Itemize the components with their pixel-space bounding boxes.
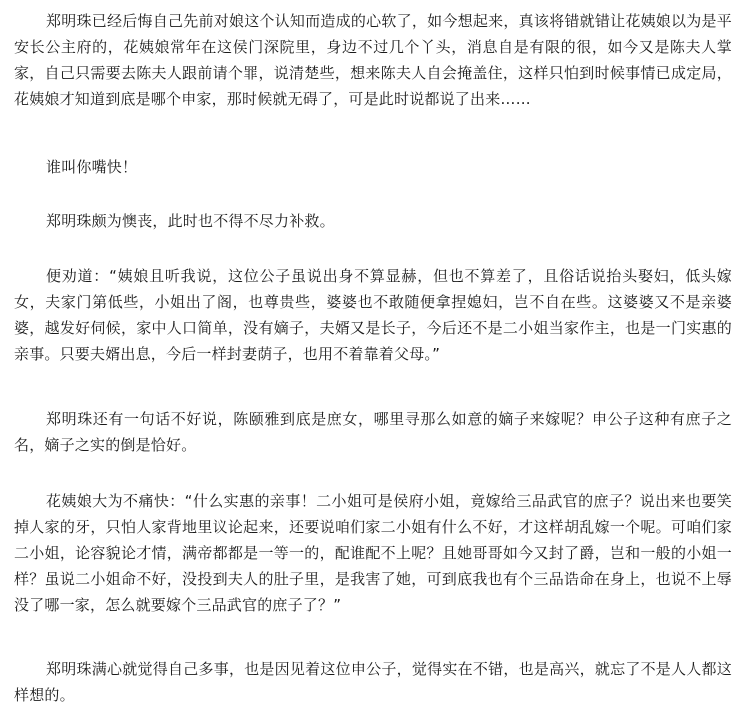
paragraph-6: 花姨娘大为不痛快：“什么实惠的亲事！二小姐可是侯府小姐，竟嫁给三品武官的庶子？说出来也要笑掉人家的牙，只怕人家背地里议论起来，还要说咱们家二小姐有什么不好，才这样胡乱嫁一个呢。可咱们家二小姐，论容貌论才情，满帝都都是一等一的，配谁配不上呢？且她哥哥如今又封了爵，岂和一般的小姐一样？虽说二小姐命不好，没投到夫人的肚子里，是我害了她，可到底我也有个三品诰命在身上，也说不上辱没了哪一家，怎么就要嫁个三品武官的庶子了？”	[14, 492, 732, 614]
paragraph-2: 谁叫你嘴快！	[46, 158, 138, 176]
paragraph-3: 郑明珠颇为懊丧，此时也不得不尽力补救。	[46, 212, 335, 230]
paragraph-5: 郑明珠还有一句话不好说，陈颐雅到底是庶女，哪里寻那么如意的嫡子来嫁呢？申公子这种有庶子之名，嫡子之实的倒是恰好。	[14, 410, 732, 454]
paragraph-4: 便劝道：“姨娘且听我说，这位公子虽说出身不算显赫，但也不算差了，且俗话说抬头娶妇，低头嫁女，夫家门第低些，小姐出了阁，也尊贵些，婆婆也不敢随便拿捏媳妇，岂不自在些。这婆婆又不是亲婆婆，越发好伺候，家中人口简单，没有嫡子，夫婿又是长子，今后还不是二小姐当家作主，也是一门实惠的亲事。只要夫婿出息，今后一样封妻荫子，也用不着靠着父母。”	[14, 267, 732, 363]
paragraph-1: 郑明珠已经后悔自己先前对娘这个认知而造成的心软了，如今想起来，真该将错就错让花姨娘以为是平安长公主府的，花姨娘常年在这侯门深院里，身边不过几个丫头，消息自是有限的很，如今又是陈夫人掌家，自己只需要去陈夫人跟前请个罪，说清楚些，想来陈夫人自会掩盖住，这样只怕到时候事情已成定局，花姨娘才知道到底是哪个申家，那时候就无碍了，可是此时说都说了出来……	[14, 12, 732, 108]
paragraph-7: 郑明珠满心就觉得自己多事，也是因见着这位申公子，觉得实在不错，也是高兴，就忘了不是人人都这样想的。	[14, 660, 732, 704]
